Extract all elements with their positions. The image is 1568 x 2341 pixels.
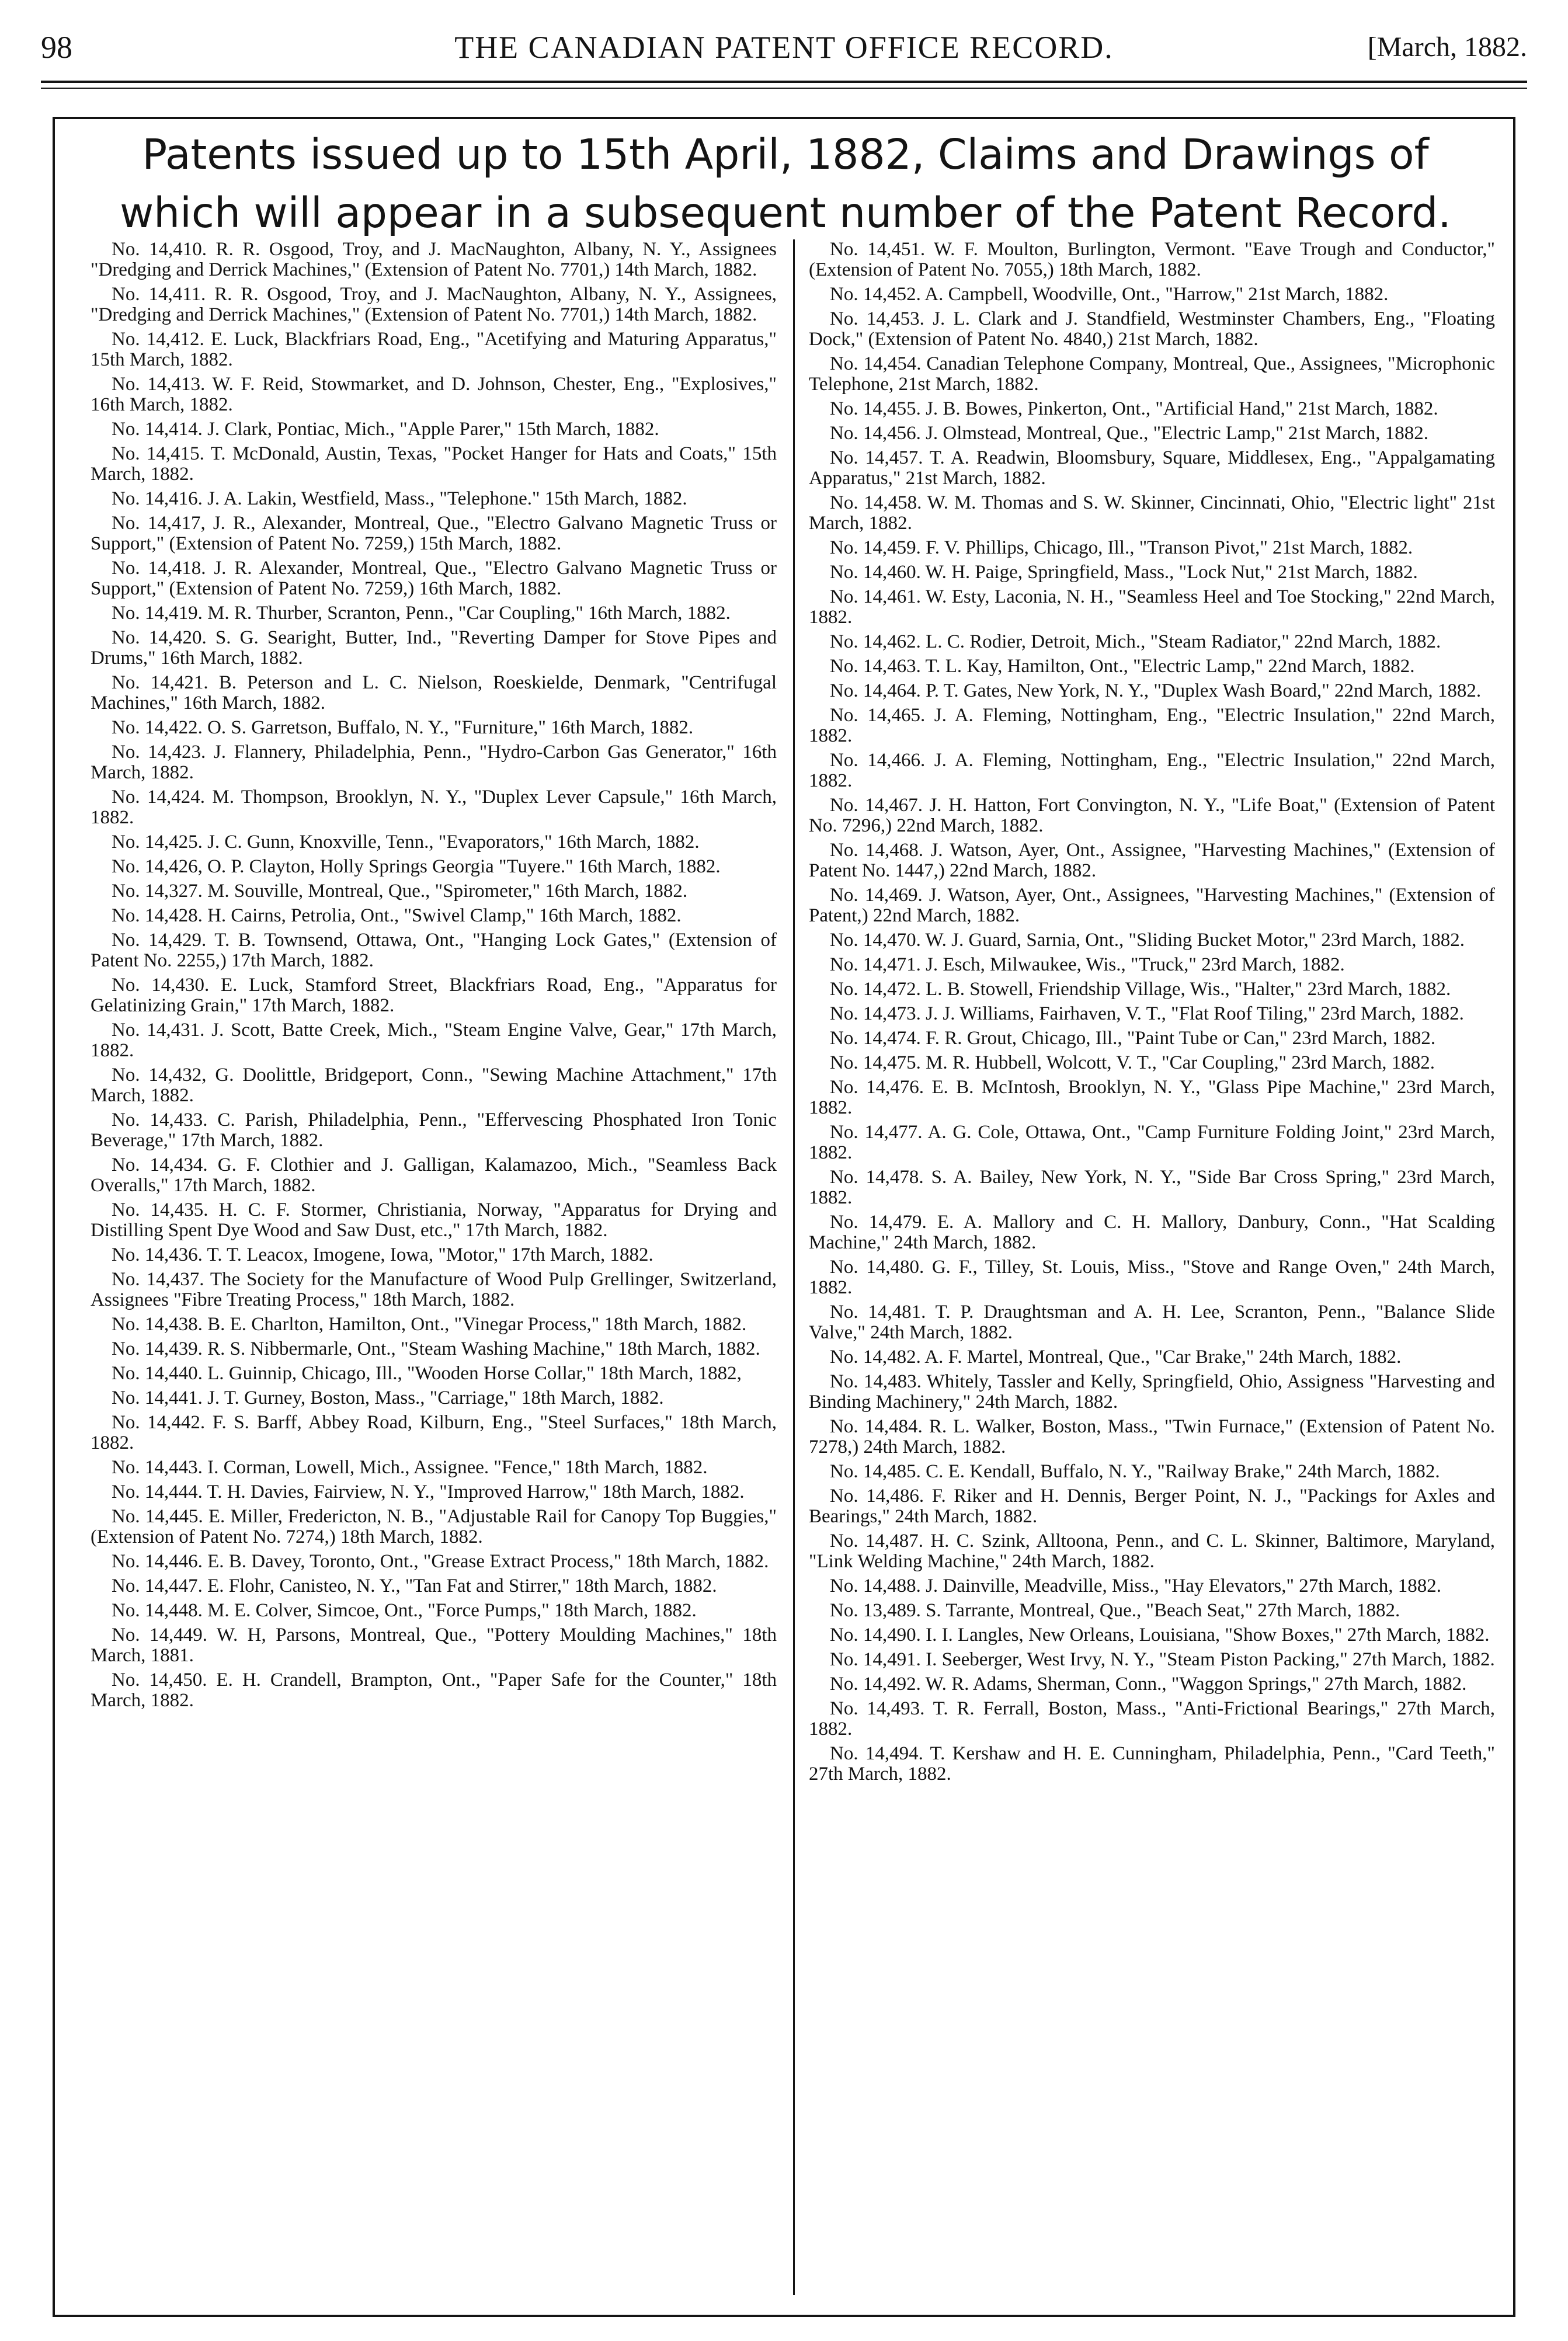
patent-entry: No. 14,420. S. G. Searight, Butter, Ind., "Reverting Damper for Stove Pipes and Drums," 16th March, 1882. <box>91 627 777 669</box>
patent-entry: No. 14,436. T. T. Leacox, Imogene, Iowa, "Motor," 17th March, 1882. <box>112 1244 653 1265</box>
patent-entry: No. 14,417, J. R., Alexander, Montreal, Que., "Electro Galvano Magnetic Truss or Support," (Extension of Patent No. 7259,) 15th March, 1882. <box>91 513 777 554</box>
patent-entry: No. 14,446. E. B. Davey, Toronto, Ont., "Grease Extract Process," 18th March, 1882. <box>112 1551 769 1572</box>
patent-entry: No. 14,410. R. R. Osgood, Troy, and J. MacNaughton, Albany, N. Y., Assignees "Dredging and Derrick Machines," (Extension of Patent No. 7701,) 14th March, 1882. <box>91 239 777 280</box>
patent-entry: No. 14,469. J. Watson, Ayer, Ont., Assignees, "Harvesting Machines," (Extension of Patent,) 22nd March, 1882. <box>809 885 1495 926</box>
patent-entry: No. 13,489. S. Tarrante, Montreal, Que., "Beach Seat," 27th March, 1882. <box>830 1600 1400 1621</box>
journal-title: THE CANADIAN PATENT OFFICE RECORD. <box>454 30 1114 65</box>
patent-entry: No. 14,432, G. Doolittle, Bridgeport, Conn., "Sewing Machine Attachment," 17th March, 1882. <box>91 1065 777 1106</box>
patent-entry: No. 14,418. J. R. Alexander, Montreal, Que., "Electro Galvano Magnetic Truss or Support," (Extension of Patent No. 7259,) 16th March, 1882. <box>91 558 777 599</box>
patent-entry: No. 14,454. Canadian Telephone Company, Montreal, Que., Assignees, "Microphonic Telephone, 21st March, 1882. <box>809 353 1495 395</box>
patent-entry: No. 14,431. J. Scott, Batte Creek, Mich., "Steam Engine Valve, Gear," 17th March, 1882. <box>91 1020 777 1061</box>
patent-entry: No. 14,466. J. A. Fleming, Nottingham, Eng., "Electric Insulation," 22nd March, 1882. <box>809 750 1495 791</box>
patent-entry: No. 14,414. J. Clark, Pontiac, Mich., "Apple Parer," 15th March, 1882. <box>112 419 659 440</box>
left-column <box>91 239 777 1715</box>
patent-entry: No. 14,413. W. F. Reid, Stowmarket, and D. Johnson, Chester, Eng., "Explosives," 16th March, 1882. <box>91 374 777 415</box>
patent-entry: No. 14,425. J. C. Gunn, Knoxville, Tenn., "Evaporators," 16th March, 1882. <box>112 832 700 853</box>
patent-entry: No. 14,491. I. Seeberger, West Irvy, N. Y., "Steam Piston Packing," 27th March, 1882. <box>830 1649 1495 1670</box>
banner-line-2: which will appear in a subsequent number of the Patent Record. <box>120 189 1451 237</box>
patent-entry: No. 14,422. O. S. Garretson, Buffalo, N. Y., "Furniture," 16th March, 1882. <box>112 717 694 738</box>
patent-entry: No. 14,429. T. B. Townsend, Ottawa, Ont., "Hanging Lock Gates," (Extension of Patent No. 2255,) 17th March, 1882. <box>91 930 777 971</box>
patent-entry: No. 14,426, O. P. Clayton, Holly Springs Georgia "Tuyere." 16th March, 1882. <box>112 856 721 877</box>
patent-entry: No. 14,440. L. Guinnip, Chicago, Ill., "Wooden Horse Collar," 18th March, 1882, <box>112 1363 742 1384</box>
column-divider <box>793 239 795 2295</box>
patent-entry: No. 14,481. T. P. Draughtsman and A. H. Lee, Scranton, Penn., "Balance Slide Valve," 24th March, 1882. <box>809 1302 1495 1343</box>
patent-entry: No. 14,479. E. A. Mallory and C. H. Mallory, Danbury, Conn., "Hat Scalding Machine," 24th March, 1882. <box>809 1212 1495 1253</box>
patent-entry: No. 14,467. J. H. Hatton, Fort Convington, N. Y., "Life Boat," (Extension of Patent No. 7296,) 22nd March, 1882. <box>809 795 1495 836</box>
patent-entry: No. 14,492. W. R. Adams, Sherman, Conn., "Waggon Springs," 27th March, 1882. <box>830 1674 1467 1695</box>
page-number: 98 <box>41 30 72 65</box>
patent-entry: No. 14,472. L. B. Stowell, Friendship Village, Wis., "Halter," 23rd March, 1882. <box>830 979 1451 1000</box>
patent-entry: No. 14,485. C. E. Kendall, Buffalo, N. Y., "Railway Brake," 24th March, 1882. <box>830 1461 1440 1482</box>
patent-entry: No. 14,465. J. A. Fleming, Nottingham, Eng., "Electric Insulation," 22nd March, 1882. <box>809 705 1495 746</box>
section-banner <box>70 126 1501 242</box>
banner-line-1: Patents issued up to 15th April, 1882, Claims and Drawings of <box>142 130 1429 179</box>
patent-entry: No. 14,438. B. E. Charlton, Hamilton, Ont., "Vinegar Process," 18th March, 1882. <box>112 1314 747 1335</box>
patent-entry: No. 14,451. W. F. Moulton, Burlington, Vermont. "Eave Trough and Conductor," (Extension of Patent No. 7055,) 18th March, 1882. <box>809 239 1495 280</box>
patent-entry: No. 14,428. H. Cairns, Petrolia, Ont., "Swivel Clamp," 16th March, 1882. <box>112 905 682 926</box>
patent-entry: No. 14,434. G. F. Clothier and J. Galligan, Kalamazoo, Mich., "Seamless Back Overalls," 17th March, 1882. <box>91 1154 777 1196</box>
patent-entry: No. 14,423. J. Flannery, Philadelphia, Penn., "Hydro-Carbon Gas Generator," 16th March, 1882. <box>91 742 777 783</box>
patent-entry: No. 14,460. W. H. Paige, Springfield, Mass., "Lock Nut," 21st March, 1882. <box>830 562 1418 583</box>
patent-entry: No. 14,452. A. Campbell, Woodville, Ont., "Harrow," 21st March, 1882. <box>830 284 1389 305</box>
patent-entry: No. 14,448. M. E. Colver, Simcoe, Ont., "Force Pumps," 18th March, 1882. <box>112 1600 697 1621</box>
patent-entry: No. 14,439. R. S. Nibbermarle, Ont., "Steam Washing Machine," 18th March, 1882. <box>112 1338 760 1359</box>
patent-entry: No. 14,473. J. J. Williams, Fairhaven, V. T., "Flat Roof Tiling," 23rd March, 1882. <box>830 1003 1464 1024</box>
patent-entry: No. 14,449. W. H, Parsons, Montreal, Que., "Pottery Moulding Machines," 18th March, 1881. <box>91 1625 777 1666</box>
patent-entry: No. 14,415. T. McDonald, Austin, Texas, "Pocket Hanger for Hats and Coats," 15th March, 1882. <box>91 443 777 485</box>
patent-entry: No. 14,412. E. Luck, Blackfriars Road, Eng., "Acetifying and Maturing Apparatus," 15th March, 1882. <box>91 329 777 370</box>
patent-entry: No. 14,458. W. M. Thomas and S. W. Skinner, Cincinnati, Ohio, "Electric light" 21st March, 1882. <box>809 492 1495 534</box>
patent-entry: No. 14,437. The Society for the Manufacture of Wood Pulp Grellinger, Switzerland, Assignees "Fibre Treating Process," 18th March, 1882. <box>91 1269 777 1310</box>
patent-entry: No. 14,470. W. J. Guard, Sarnia, Ont., "Sliding Bucket Motor," 23rd March, 1882. <box>830 930 1465 951</box>
patent-entry: No. 14,462. L. C. Rodier, Detroit, Mich., "Steam Radiator," 22nd March, 1882. <box>830 631 1441 652</box>
patent-entry: No. 14,453. J. L. Clark and J. Standfield, Westminster Chambers, Eng., "Floating Dock," (Extension of Patent No. 4840,) 21st March, 1882. <box>809 308 1495 350</box>
right-column <box>809 239 1495 1789</box>
patent-entry: No. 14,447. E. Flohr, Canisteo, N. Y., "Tan Fat and Stirrer," 18th March, 1882. <box>112 1575 717 1596</box>
header-rule-thick <box>41 81 1527 83</box>
patent-entry: No. 14,488. J. Dainville, Meadville, Miss., "Hay Elevators," 27th March, 1882. <box>830 1575 1442 1596</box>
patent-entry: No. 14,471. J. Esch, Milwaukee, Wis., "Truck," 23rd March, 1882. <box>830 954 1345 975</box>
patent-entry: No. 14,464. P. T. Gates, New York, N. Y., "Duplex Wash Board," 22nd March, 1882. <box>830 680 1482 701</box>
patent-entry: No. 14,424. M. Thompson, Brooklyn, N. Y., "Duplex Lever Capsule," 16th March, 1882. <box>91 787 777 828</box>
patent-entry: No. 14,450. E. H. Crandell, Brampton, Ont., "Paper Safe for the Counter," 18th March, 1882. <box>91 1669 777 1711</box>
patent-entry: No. 14,430. E. Luck, Stamford Street, Blackfriars Road, Eng., "Apparatus for Gelatinizing Grain," 17th March, 1882. <box>91 975 777 1016</box>
issue-date: [March, 1882. <box>1367 32 1527 62</box>
patent-entry: No. 14,487. H. C. Szink, Alltoona, Penn., and C. L. Skinner, Baltimore, Maryland, "Link Welding Machine," 24th March, 1882. <box>809 1530 1495 1572</box>
patent-entry: No. 14,411. R. R. Osgood, Troy, and J. MacNaughton, Albany, N. Y., Assignees, "Dredging and Derrick Machines," (Extension of Patent No. 7701,) 14th March, 1882. <box>91 284 777 325</box>
header-rule-thin <box>41 88 1527 89</box>
patent-entry: No. 14,494. T. Kershaw and H. E. Cunningham, Philadelphia, Penn., "Card Teeth," 27th March, 1882. <box>809 1743 1495 1785</box>
patent-entry: No. 14,442. F. S. Barff, Abbey Road, Kilburn, Eng., "Steel Surfaces," 18th March, 1882. <box>91 1412 777 1453</box>
patent-entry: No. 14,457. T. A. Readwin, Bloomsbury, Square, Middlesex, Eng., "Appalgamating Apparatus," 21st March, 1882. <box>809 447 1495 489</box>
patent-entry: No. 14,461. W. Esty, Laconia, N. H., "Seamless Heel and Toe Stocking," 22nd March, 1882. <box>809 586 1495 628</box>
patent-entry: No. 14,493. T. R. Ferrall, Boston, Mass., "Anti-Frictional Bearings," 27th March, 1882. <box>809 1698 1495 1740</box>
patent-entry: No. 14,443. I. Corman, Lowell, Mich., Assignee. "Fence," 18th March, 1882. <box>112 1457 708 1478</box>
patent-entry: No. 14,480. G. F., Tilley, St. Louis, Miss., "Stove and Range Oven," 24th March, 1882. <box>809 1257 1495 1298</box>
patent-entry: No. 14,474. F. R. Grout, Chicago, Ill., "Paint Tube or Can," 23rd March, 1882. <box>830 1028 1436 1049</box>
patent-entry: No. 14,484. R. L. Walker, Boston, Mass., "Twin Furnace," (Extension of Patent No. 7278,) 24th March, 1882. <box>809 1416 1495 1458</box>
patent-entry: No. 14,486. F. Riker and H. Dennis, Berger Point, N. J., "Packings for Axles and Bearings," 24th March, 1882. <box>809 1486 1495 1527</box>
page-header <box>41 21 1527 74</box>
patent-entry: No. 14,441. J. T. Gurney, Boston, Mass., "Carriage," 18th March, 1882. <box>112 1387 664 1408</box>
patent-entry: No. 14,475. M. R. Hubbell, Wolcott, V. T., "Car Coupling," 23rd March, 1882. <box>830 1052 1435 1073</box>
patent-entry: No. 14,459. F. V. Phillips, Chicago, Ill., "Transon Pivot," 21st March, 1882. <box>830 537 1413 558</box>
patent-entry: No. 14,482. A. F. Martel, Montreal, Que., "Car Brake," 24th March, 1882. <box>830 1347 1402 1368</box>
patent-entry: No. 14,490. I. I. Langles, New Orleans, Louisiana, "Show Boxes," 27th March, 1882. <box>830 1625 1490 1646</box>
patent-entry: No. 14,445. E. Miller, Fredericton, N. B., "Adjustable Rail for Canopy Top Buggies," (Extension of Patent No. 7274,) 18th March, 1882. <box>91 1506 777 1547</box>
patent-entry: No. 14,435. H. C. F. Stormer, Christiania, Norway, "Apparatus for Drying and Distilling Spent Dye Wood and Saw Dust, etc.," 17th March, 1882. <box>91 1199 777 1241</box>
patent-entry: No. 14,463. T. L. Kay, Hamilton, Ont., "Electric Lamp," 22nd March, 1882. <box>830 656 1415 677</box>
patent-entry: No. 14,416. J. A. Lakin, Westfield, Mass., "Telephone." 15th March, 1882. <box>112 488 687 509</box>
patent-entry: No. 14,483. Whitely, Tassler and Kelly, Springfield, Ohio, Assigness "Harvesting and Binding Machinery," 24th March, 1882. <box>809 1371 1495 1413</box>
patent-entry: No. 14,327. M. Souville, Montreal, Que., "Spirometer," 16th March, 1882. <box>112 881 688 902</box>
patent-entry: No. 14,455. J. B. Bowes, Pinkerton, Ont., "Artificial Hand," 21st March, 1882. <box>830 398 1438 419</box>
patent-entry: No. 14,421. B. Peterson and L. C. Nielson, Roeskielde, Denmark, "Centrifugal Machines," 16th March, 1882. <box>91 672 777 714</box>
patent-entry: No. 14,456. J. Olmstead, Montreal, Que., "Electric Lamp," 21st March, 1882. <box>830 423 1428 444</box>
patent-entry: No. 14,477. A. G. Cole, Ottawa, Ont., "Camp Furniture Folding Joint," 23rd March, 1882. <box>809 1122 1495 1163</box>
patent-entry: No. 14,419. M. R. Thurber, Scranton, Penn., "Car Coupling," 16th March, 1882. <box>112 603 731 624</box>
patent-entry: No. 14,476. E. B. McIntosh, Brooklyn, N. Y., "Glass Pipe Machine," 23rd March, 1882. <box>809 1077 1495 1118</box>
patent-entry: No. 14,433. C. Parish, Philadelphia, Penn., "Effervescing Phosphated Iron Tonic Beverage," 17th March, 1882. <box>91 1109 777 1151</box>
patent-entry: No. 14,468. J. Watson, Ayer, Ont., Assignee, "Harvesting Machines," (Extension of Patent No. 1447,) 22nd March, 1882. <box>809 840 1495 881</box>
patent-entry: No. 14,444. T. H. Davies, Fairview, N. Y., "Improved Harrow," 18th March, 1882. <box>112 1481 745 1502</box>
patent-entry: No. 14,478. S. A. Bailey, New York, N. Y., "Side Bar Cross Spring," 23rd March, 1882. <box>809 1167 1495 1208</box>
